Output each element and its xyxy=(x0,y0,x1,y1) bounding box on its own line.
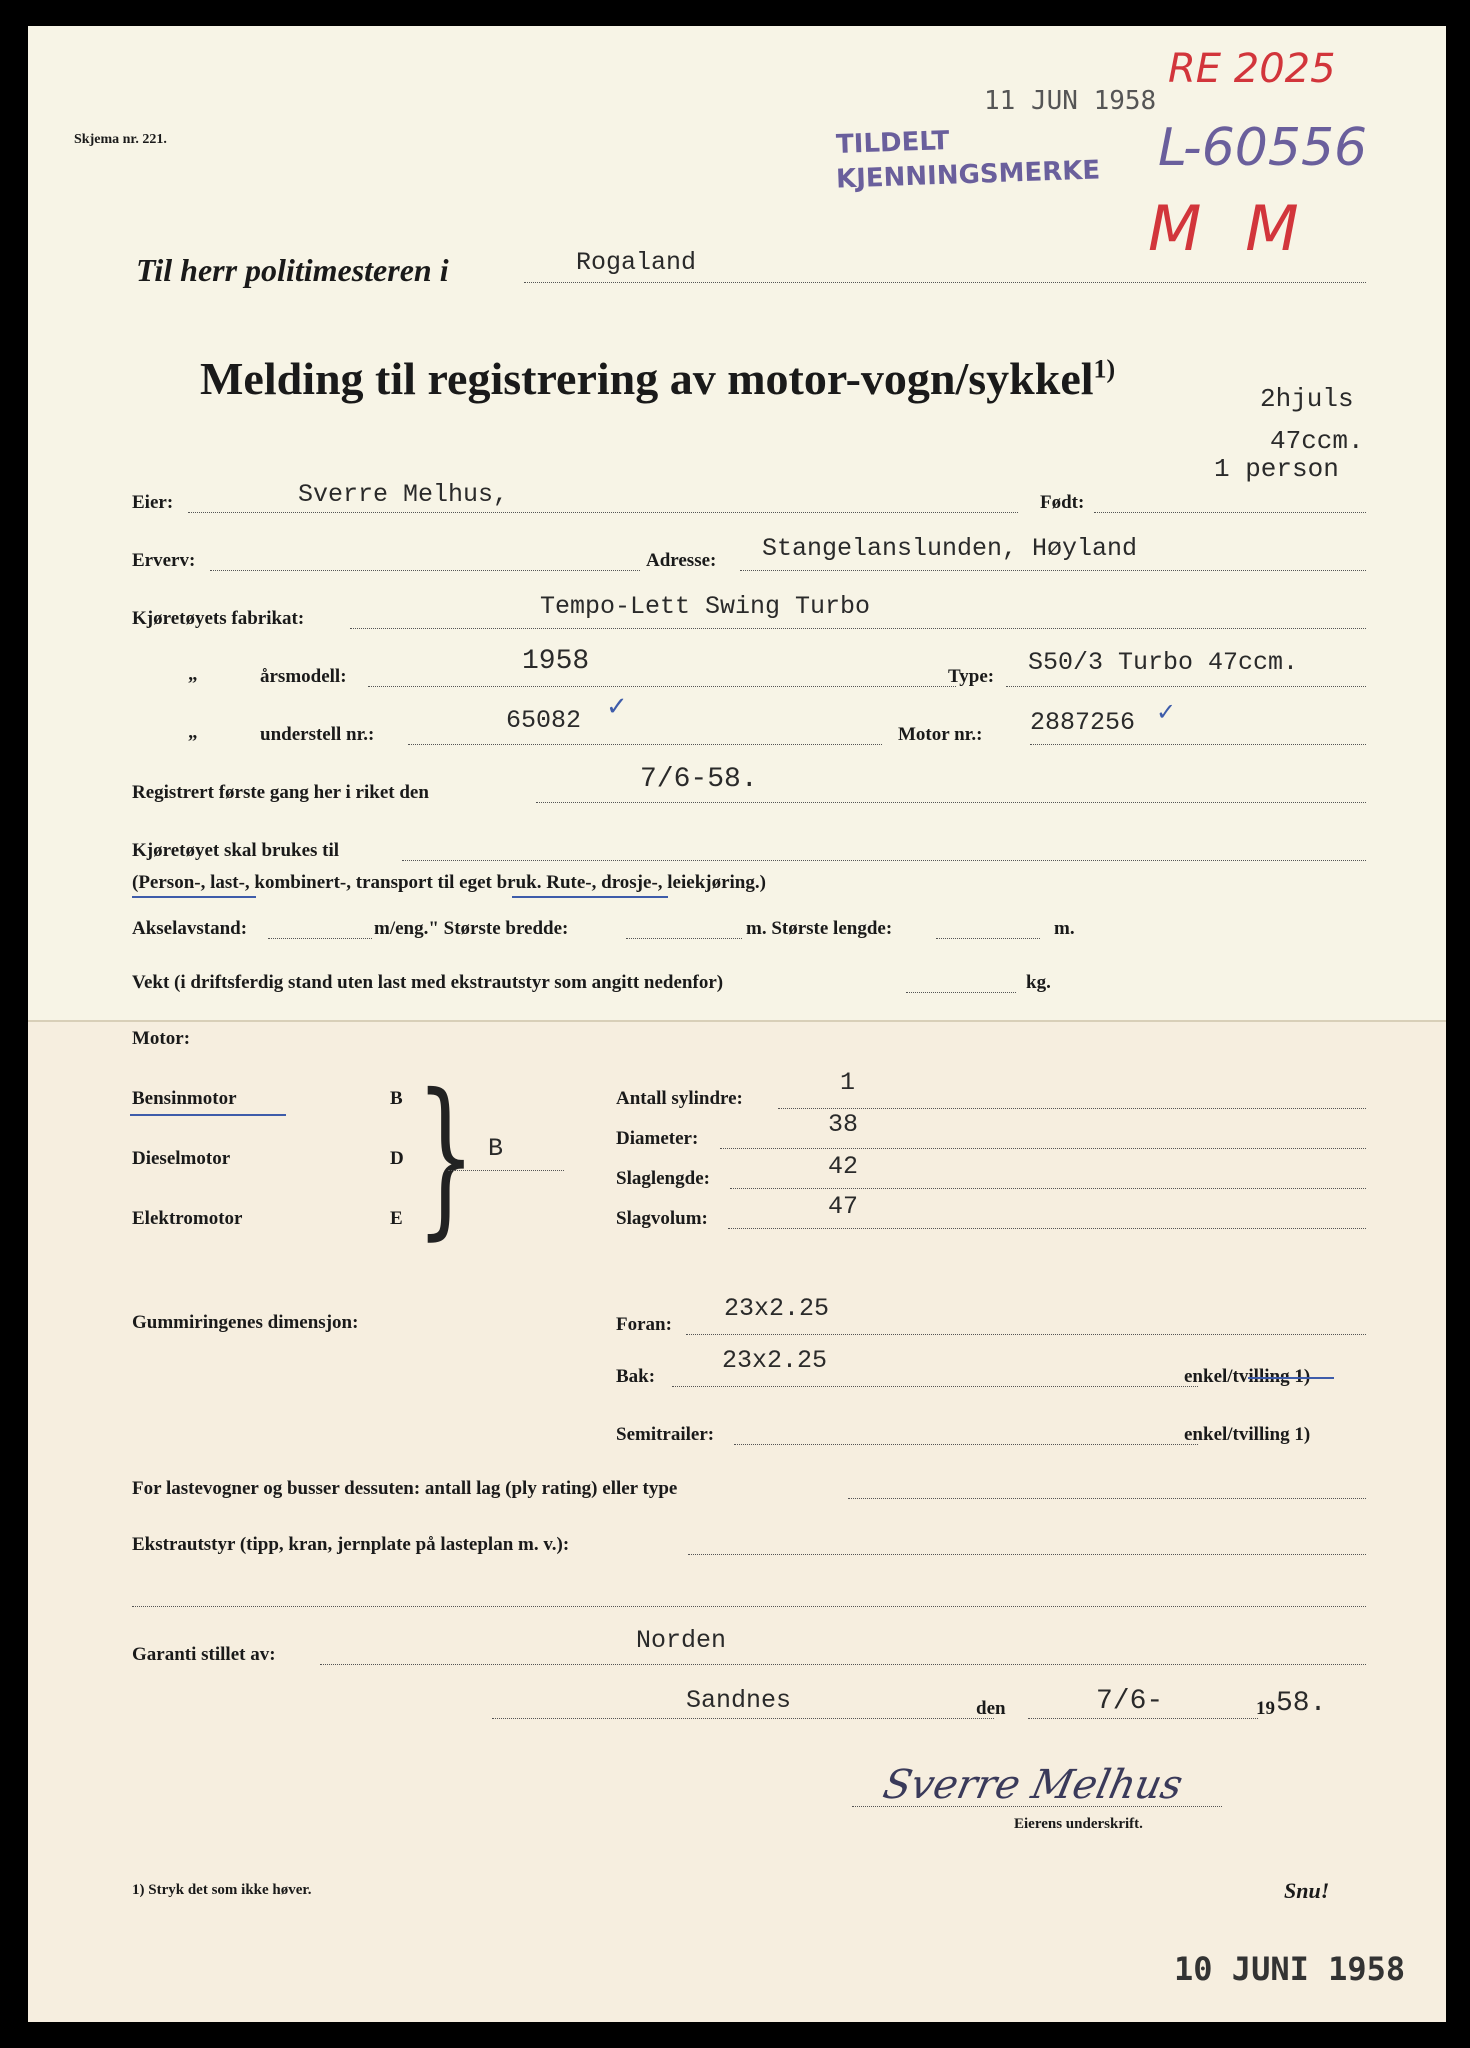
registrert-line xyxy=(536,802,1366,803)
lengde-line xyxy=(936,938,1040,939)
plate-number: L-60556 xyxy=(1158,118,1368,178)
type-line xyxy=(1006,686,1366,687)
adresse-label: Adresse: xyxy=(646,550,717,571)
signature-line xyxy=(852,1806,1222,1807)
red-initials: M M xyxy=(1148,192,1311,265)
eier-label: Eier: xyxy=(132,492,174,513)
aksel-line xyxy=(268,938,372,939)
diameter-value: 38 xyxy=(828,1110,859,1139)
place-value: Sandnes xyxy=(686,1686,792,1715)
place-line xyxy=(492,1718,994,1719)
understell-value: 65082 xyxy=(506,706,582,735)
quote-mark-2: „ xyxy=(188,722,198,743)
title-note-wheels: 2hjuls xyxy=(1260,384,1354,414)
lastevogner-label: For lastevogner og busser dessuten: antall lag (ply rating) eller type xyxy=(132,1478,678,1499)
signature-caption: Eierens underskrift. xyxy=(1014,1816,1143,1832)
slagvolum-value: 47 xyxy=(828,1192,859,1221)
motor-selected-line xyxy=(448,1170,564,1171)
dieselmotor-code: D xyxy=(390,1148,404,1169)
year-value: 58. xyxy=(1276,1688,1327,1719)
registrert-value: 7/6-58. xyxy=(640,764,758,795)
registrert-label: Registrert første gang her i riket den xyxy=(132,782,429,803)
dieselmotor-label: Dieselmotor xyxy=(132,1148,231,1169)
eget-bruk-underline xyxy=(512,896,668,898)
sylindre-line xyxy=(778,1108,1366,1109)
adresse-value: Stangelanslunden, Høyland xyxy=(762,534,1138,563)
sylindre-value: 1 xyxy=(840,1068,856,1097)
title-footnote: 1) xyxy=(1093,354,1116,384)
assigned-stamp-line2: KJENNINGSMERKE xyxy=(835,155,1101,195)
motor-nr-line xyxy=(1030,744,1366,745)
bensinmotor-underline xyxy=(130,1114,286,1116)
red-reference-number: RE 2025 xyxy=(1168,46,1336,92)
brukes-options: (Person-, last-, kombinert-, transport til eget bruk. Rute-, drosje-, leiekjøring.) xyxy=(132,872,766,893)
elektromotor-label: Elektromotor xyxy=(132,1208,243,1229)
elektromotor-code: E xyxy=(390,1208,403,1229)
police-line xyxy=(524,282,1366,283)
ekstrautstyr-line xyxy=(688,1554,1366,1555)
footnote: 1) Stryk det som ikke høver. xyxy=(132,1882,312,1898)
semitrailer-enkel-tvilling: enkel/tvilling 1) xyxy=(1184,1424,1311,1445)
diameter-line xyxy=(720,1148,1366,1149)
fabrikat-label: Kjøretøyets fabrikat: xyxy=(132,608,305,629)
title-text: Melding til registrering av motor-vogn/sykkel xyxy=(200,353,1094,404)
bredde-line xyxy=(626,938,742,939)
arsmodell-value: 1958 xyxy=(522,646,590,677)
form-sheet xyxy=(28,26,1446,2022)
garanti-label: Garanti stillet av: xyxy=(132,1644,276,1665)
title-note-persons: 1 person xyxy=(1214,454,1339,484)
den-label: den xyxy=(976,1698,1006,1719)
fodt-line xyxy=(1094,512,1366,513)
fodt-label: Født: xyxy=(1040,492,1085,513)
understell-line xyxy=(408,744,882,745)
aksel-unit: m/eng." Største bredde: xyxy=(374,918,569,939)
quote-mark-1: „ xyxy=(188,664,198,685)
erverv-line xyxy=(210,570,640,571)
semitrailer-label: Semitrailer: xyxy=(616,1424,715,1445)
bak-value: 23x2.25 xyxy=(722,1346,828,1375)
eier-line xyxy=(188,512,1018,513)
fabrikat-line xyxy=(350,628,1366,629)
person-underline xyxy=(132,896,256,898)
slaglengde-line xyxy=(730,1188,1366,1189)
owner-signature: Sverre Melhus xyxy=(879,1762,1187,1808)
slagvolum-label: Slagvolum: xyxy=(616,1208,708,1229)
tvilling-strike xyxy=(1248,1377,1334,1379)
eier-value: Sverre Melhus, xyxy=(298,480,509,509)
lower-half xyxy=(28,1020,1446,2022)
sylindre-label: Antall sylindre: xyxy=(616,1088,743,1109)
motor-nr-value: 2887256 xyxy=(1030,708,1136,737)
dimensjon-label: Gummiringenes dimensjon: xyxy=(132,1312,359,1333)
vekt-line xyxy=(906,992,1016,993)
fabrikat-value: Tempo-Lett Swing Turbo xyxy=(540,592,871,621)
snu-label: Snu! xyxy=(1284,1878,1330,1903)
garanti-line xyxy=(320,1664,1366,1665)
brukes-label: Kjøretøyet skal brukes til xyxy=(132,840,340,861)
date-stamp-bottom: 10 JUNI 1958 xyxy=(1174,1950,1406,1988)
slagvolum-line xyxy=(728,1228,1366,1229)
adresse-line xyxy=(740,570,1366,571)
fold-line xyxy=(28,1020,1446,1022)
date-line xyxy=(1028,1718,1258,1719)
diameter-label: Diameter: xyxy=(616,1128,699,1149)
motor-nr-label: Motor nr.: xyxy=(898,724,983,745)
erverv-label: Erverv: xyxy=(132,550,196,571)
semitrailer-line xyxy=(734,1444,1198,1445)
foran-value: 23x2.25 xyxy=(724,1294,830,1323)
motor-selected-value: B xyxy=(488,1134,504,1163)
type-value: S50/3 Turbo 47ccm. xyxy=(1028,648,1299,677)
aksel-label: Akselavstand: xyxy=(132,918,248,939)
year-prefix: 19 xyxy=(1256,1698,1275,1719)
slaglengde-label: Slaglengde: xyxy=(616,1168,710,1189)
lengde-unit: m. xyxy=(1054,918,1075,939)
date-value: 7/6- xyxy=(1096,1686,1164,1717)
vekt-label: Vekt (i driftsferdig stand uten last med ekstrautstyr som angitt nedenfor) xyxy=(132,972,724,993)
bak-label: Bak: xyxy=(616,1366,656,1387)
title-note-ccm: 47ccm. xyxy=(1270,426,1364,456)
form-title xyxy=(200,352,1115,405)
motor-brace: } xyxy=(416,1058,476,1256)
arsmodell-line xyxy=(368,686,956,687)
arsmodell-label: årsmodell: xyxy=(260,666,347,687)
bredde-unit: m. Største lengde: xyxy=(746,918,893,939)
understell-label: understell nr.: xyxy=(260,724,375,745)
schema-number: Skjema nr. 221. xyxy=(74,132,167,147)
date-stamp-top: 11 JUN 1958 xyxy=(984,86,1157,116)
slaglengde-value: 42 xyxy=(828,1152,859,1181)
vekt-unit: kg. xyxy=(1026,972,1051,993)
bensinmotor-label: Bensinmotor xyxy=(132,1088,237,1109)
motor-nr-check-icon: ✓ xyxy=(1156,698,1177,726)
police-district: Rogaland xyxy=(576,248,697,277)
ekstrautstyr-line-2 xyxy=(132,1606,1366,1607)
brukes-line xyxy=(402,860,1366,861)
foran-line xyxy=(686,1334,1366,1335)
ekstrautstyr-label: Ekstrautstyr (tipp, kran, jernplate på lasteplan m. v.): xyxy=(132,1534,570,1555)
police-label: Til herr politimesteren i xyxy=(136,252,449,288)
lastevogner-line xyxy=(848,1498,1366,1499)
bak-line xyxy=(672,1386,1198,1387)
type-label: Type: xyxy=(948,666,995,687)
understell-check-icon: ✓ xyxy=(606,692,628,722)
foran-label: Foran: xyxy=(616,1314,672,1335)
garanti-value: Norden xyxy=(636,1626,727,1655)
assigned-stamp-line1: TILDELT xyxy=(835,126,950,160)
bensinmotor-code: B xyxy=(390,1088,403,1109)
bak-enkel-tvilling: enkel/tvilling 1) xyxy=(1184,1366,1311,1387)
motor-label: Motor: xyxy=(132,1028,191,1049)
